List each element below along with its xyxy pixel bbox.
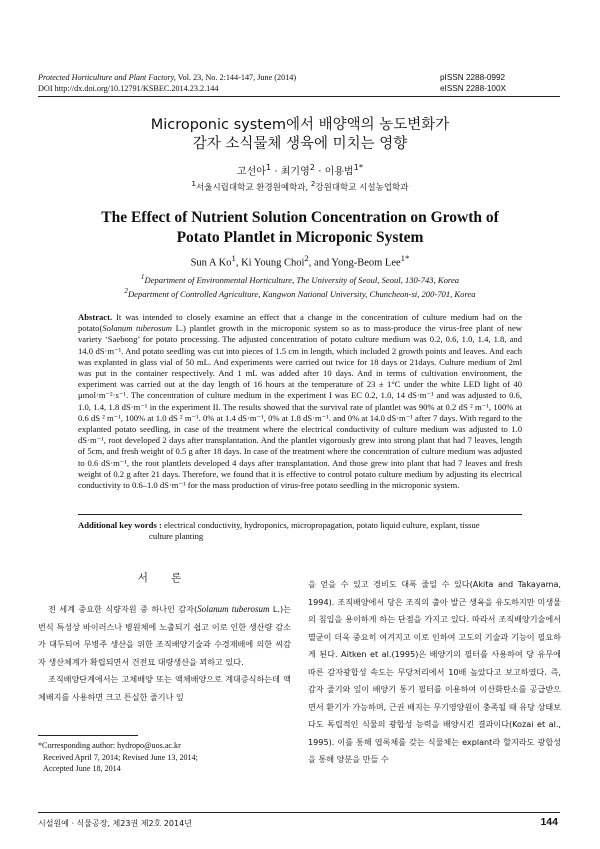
english-authors [0, 253, 600, 269]
keywords [78, 520, 522, 542]
intro-p1-sci-name: Solanum tuberosum [197, 604, 270, 614]
korean-title-line2: 감자 소식물체 생육에 미치는 영향 [192, 136, 408, 152]
korean-author-2-sup: 2 [309, 162, 316, 172]
section-heading-intro: 서 론 [137, 572, 192, 584]
english-author-1-sup: 1 [231, 253, 236, 263]
intro-paragraph-1 [38, 601, 291, 671]
korean-affiliations [0, 179, 600, 193]
intro-paragraph-2: 조직배양단계에서는 고체배양 또는 액체배양으로 계대증식하는데 액체배지를 사용하면 크고 튼실한 줄기나 잎 [38, 674, 291, 702]
journal-name: Protected Horticulture and Plant Factory, [38, 73, 176, 82]
journal-volume: Vol. 23, No. 2:144-147, June (2014) [175, 73, 297, 82]
korean-title [0, 116, 600, 154]
abstract [78, 312, 522, 491]
keywords-rule [78, 514, 522, 515]
page-number: 144 [540, 816, 558, 828]
journal-volume-line [38, 72, 398, 83]
abstract-text-1: It was intended to closely examine an effect that a change in the concentration of culture medium had on the potato( [78, 312, 522, 334]
korean-affil-2: 강원대학교 시설농업학과 [315, 182, 409, 193]
english-author-3: , and Yong-Beom Lee [308, 257, 401, 269]
pissn: pISSN 2288-0992 [440, 73, 506, 82]
english-affil-1-sup: 1 [140, 273, 145, 281]
english-author-3-sup: 1* [400, 253, 410, 263]
issn-block [440, 72, 560, 94]
received-date: Received April 7, 2014; Revised June 13, 2014; [43, 752, 198, 762]
korean-affil-1: 서울시립대학교 환경원예학과, [196, 182, 311, 193]
keywords-line2: culture planting [149, 531, 204, 541]
eissn: eISSN 2288-100X [440, 84, 506, 93]
corresponding-author: *Corresponding author: hydropo@uos.ac.kr [38, 741, 181, 750]
intro-p1-text-a: 전 세계 중요한 식량자원 중 하나인 감자( [48, 604, 198, 614]
korean-affil-1-sup: 1 [191, 179, 197, 188]
doi[interactable]: DOI http://dx.doi.org/10.12791/KSBEC.2014.23.2.144 [38, 84, 219, 93]
english-author-2: , Ki Young Choi [235, 257, 305, 269]
english-affiliations [0, 272, 600, 300]
english-affil-2-sup: 2 [124, 286, 128, 295]
keywords-line1: electrical conductivity, hydroponics, micropropagation, potato liquid culture, explant, tissue [161, 520, 480, 530]
korean-author-1-sup: 1 [265, 162, 272, 172]
intro-left-column [38, 601, 291, 706]
footer-rule [38, 812, 560, 813]
korean-author-3: · 이용범 [315, 166, 354, 178]
korean-authors [0, 162, 600, 177]
english-affil-1-line [0, 272, 600, 286]
english-title-line2: Potato Plantlet in Microponic System [176, 229, 424, 246]
english-title-line1: The Effect of Nutrient Solution Concentration on Growth of [101, 209, 499, 226]
keywords-label: Additional key words : [78, 520, 162, 530]
abstract-label: Abstract. [78, 312, 113, 322]
korean-author-1: 고선아 [236, 166, 266, 178]
header-rule [38, 96, 560, 97]
english-title [0, 208, 600, 248]
english-affil-1: Department of Environmental Horticulture, The University of Seoul, Seoul, 130-743, Korea [144, 274, 460, 285]
intro-right-column [308, 576, 561, 769]
intro-p1-text-b: L.)는 번식 특성상 바이러스나 병원체에 노출되기 쉽고 이로 인한 생산량 감소가 대두되어 무병주 생산을 위한 조직배양기술과 수경재배에 의한 씨감자 생산체계가 확립되면서 건전묘 대량생산을 꾀하고 있다. [38, 604, 291, 667]
intro-paragraph-3: 을 얻을 수 있고 경비도 대폭 줄일 수 있다(Akita and Takayama, 1994). 조직배양에서 당은 조직의 출아 발근 생육을 유도하지만 미생물의 침입을 용이하게 하는 단점을 가지고 있다. 따라서 조직배양기술에서 멸균이 더욱 중요히 여겨지고 이로 인하여 고도의 기술과 기능이 필요하게 된다. Aitken et al.(1995)은 배양기의 필터를 사용하여 당 유무에 따른 감자광합성 속도는 무당처리에서 10배 높았다고 보고하였다. 즉, 감자 줄기와 잎이 배양기 통기 필터를 이용하여 이산화탄소를 공급받으면서 환기가 가능하며, 근권 배지는 무기영양원이 충족될 때 유당 상태보다도 독립적인 식물의 광합성 능력을 배양시킨 결과이다(Kozai et al., 1995). 이를 통해 엽록체를 갖는 식물체는 explant라 할지라도 광합성을 통해 양분을 만들 수 [308, 579, 561, 764]
abstract-text-2: L.) plantlet growth in the microponic system so as to mass-produce the virus-free plant of new variety ‘Saebong’ for potato processing. The adjusted concentration of potato culture medium was 0.2, 0.6, 1.0, 1.4, 1.8, and 14.0 dS·m⁻¹. And potato seedling was cut into pieces of 1.5 cm in length, which included 2 growth points and leaves. And each was explanted in glass vial of 50 mL. And experiments were carried out twice for 18 days or 21days. Culture medium of 2ml was put in the container respectively. And 1 mL was added after 10 days. And in terms of cultivation environment, the experiment was carried out at the day length of 16 hours at the temperature of 23 ± 1°C under the white LED light of 40 μmol·m⁻²·s⁻¹. The concentration of culture medium in the experiment I was EC 0.2, 1.0, 14 dS·m⁻¹ and was adjusted to 0.6, 1.0, 1.4, 1.8 dS·m⁻¹ in the experiment II. The results showed that the survival rate of plantlet was 90% at 0.2 dS ² m⁻¹, 100% at 0.6 dS ² m⁻¹, 100% at 1.0 dS ² m⁻¹. 0% at 1.4 dS·m⁻¹, 0% at 1.8 dS·m⁻¹. and 0% at 14.0 dS·m⁻¹ after 7 days. With regard to the explanted potato seedling, in case of the treatment where the electrical conductivity of culture medium was adjusted to 1.0 dS·m⁻¹, root developed 2 days after transplantation. And the plantlet vigorously grew into strong plant that had 7 leaves, length of 5cm, and fresh weight of 0.5 g after 18 days. In case of the treatment where the concentration of culture medium was adjusted to 0.6 dS·m⁻¹, the root plantlets developed 4 days after transplantation. And those grew into plant that had 7 leaves and fresh weight of 0.2 g after 21 days. Therefore, we found that it is effective to control potato culture medium by adjusting its electrical conductivity to 0.6–1.0 dS·m⁻¹ for the mass production of virus-free potato seedling in the microponic system. [78, 323, 522, 491]
abstract-sci-name: Solanum tuberosum [102, 323, 172, 334]
english-affil-2: Department of Controlled Agriculture, Kangwon National University, Chuncheon-si, 200-701, Korea [127, 288, 476, 299]
english-author-1: Sun A Ko [190, 257, 232, 269]
korean-author-2: · 최기영 [271, 166, 310, 178]
footnote-rule [38, 735, 138, 736]
footer-journal: 시설원예 · 식물공장, 제23권 제2호 2014년 [38, 819, 192, 828]
english-affil-2-line [0, 286, 600, 300]
korean-title-line1: Microponic system에서 배양액의 농도변화가 [150, 117, 450, 133]
english-author-2-sup: 2 [304, 253, 309, 263]
journal-citation [38, 72, 398, 94]
korean-affil-2-sup: 2 [310, 179, 316, 188]
accepted-date: Accepted June 18, 2014 [43, 764, 121, 773]
footnote [38, 740, 291, 775]
korean-author-3-sup: 1* [353, 162, 364, 172]
